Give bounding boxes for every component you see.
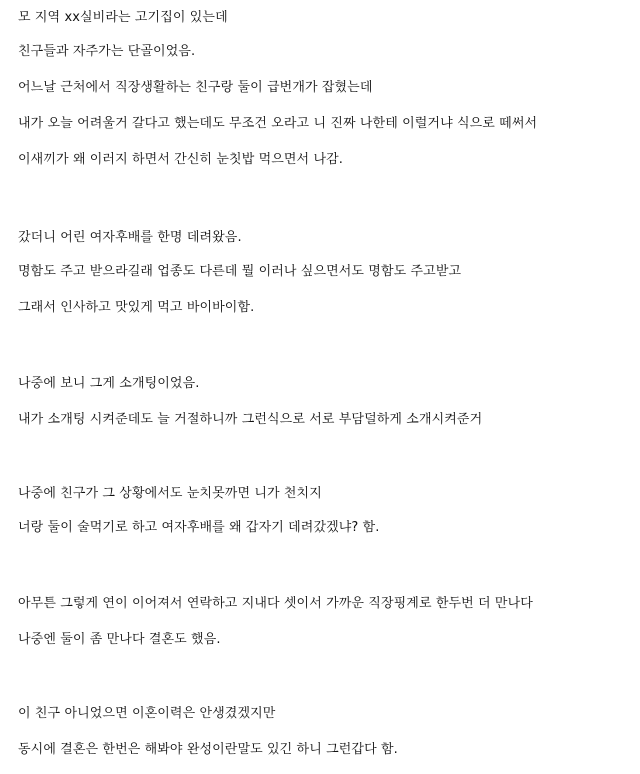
text-line: 내가 오늘 어려울거 갈다고 했는데도 무조건 오라고 니 진짜 나한테 이럴거냐 식으로 떼써서 bbox=[18, 116, 538, 131]
text-line: 나중에 보니 그게 소개팅이었음. bbox=[18, 376, 200, 391]
text-line: 모 지역 xx실비라는 고기집이 있는데 bbox=[18, 10, 228, 25]
text-line: 동시에 결혼은 한번은 해봐야 완성이란말도 있긴 하니 그런갑다 함. bbox=[18, 742, 398, 757]
text-line: 친구들과 자주가는 단골이었음. bbox=[18, 44, 196, 59]
text-line: 명함도 주고 받으라길래 업종도 다른데 뭘 이러나 싶으면서도 명함도 주고받고 bbox=[18, 264, 462, 279]
text-line: 이새끼가 왜 이러지 하면서 간신히 눈칫밥 먹으면서 나감. bbox=[18, 152, 343, 167]
text-line: 너랑 둘이 술먹기로 하고 여자후배를 왜 갑자기 데려갔겠냐? 함. bbox=[18, 520, 380, 535]
text-line: 내가 소개팅 시켜준데도 늘 거절하니까 그런식으로 서로 부담덜하게 소개시켜준거 bbox=[18, 412, 483, 427]
text-line: 이 친구 아니었으면 이혼이력은 안생겼겠지만 bbox=[18, 706, 276, 721]
text-line: 나중엔 둘이 좀 만나다 결혼도 했음. bbox=[18, 632, 221, 647]
text-line: 나중에 친구가 그 상황에서도 눈치못까면 니가 천치지 bbox=[18, 486, 322, 501]
text-line: 어느날 근처에서 직장생활하는 친구랑 둘이 급번개가 잡혔는데 bbox=[18, 80, 373, 95]
text-line: 갔더니 어린 여자후배를 한명 데려왔음. bbox=[18, 230, 242, 245]
text-line: 아무튼 그렇게 연이 이어져서 연락하고 지내다 셋이서 가까운 직장핑계로 한두번 더 만나다 bbox=[18, 596, 533, 611]
text-line: 그래서 인사하고 맛있게 먹고 바이바이함. bbox=[18, 300, 255, 315]
